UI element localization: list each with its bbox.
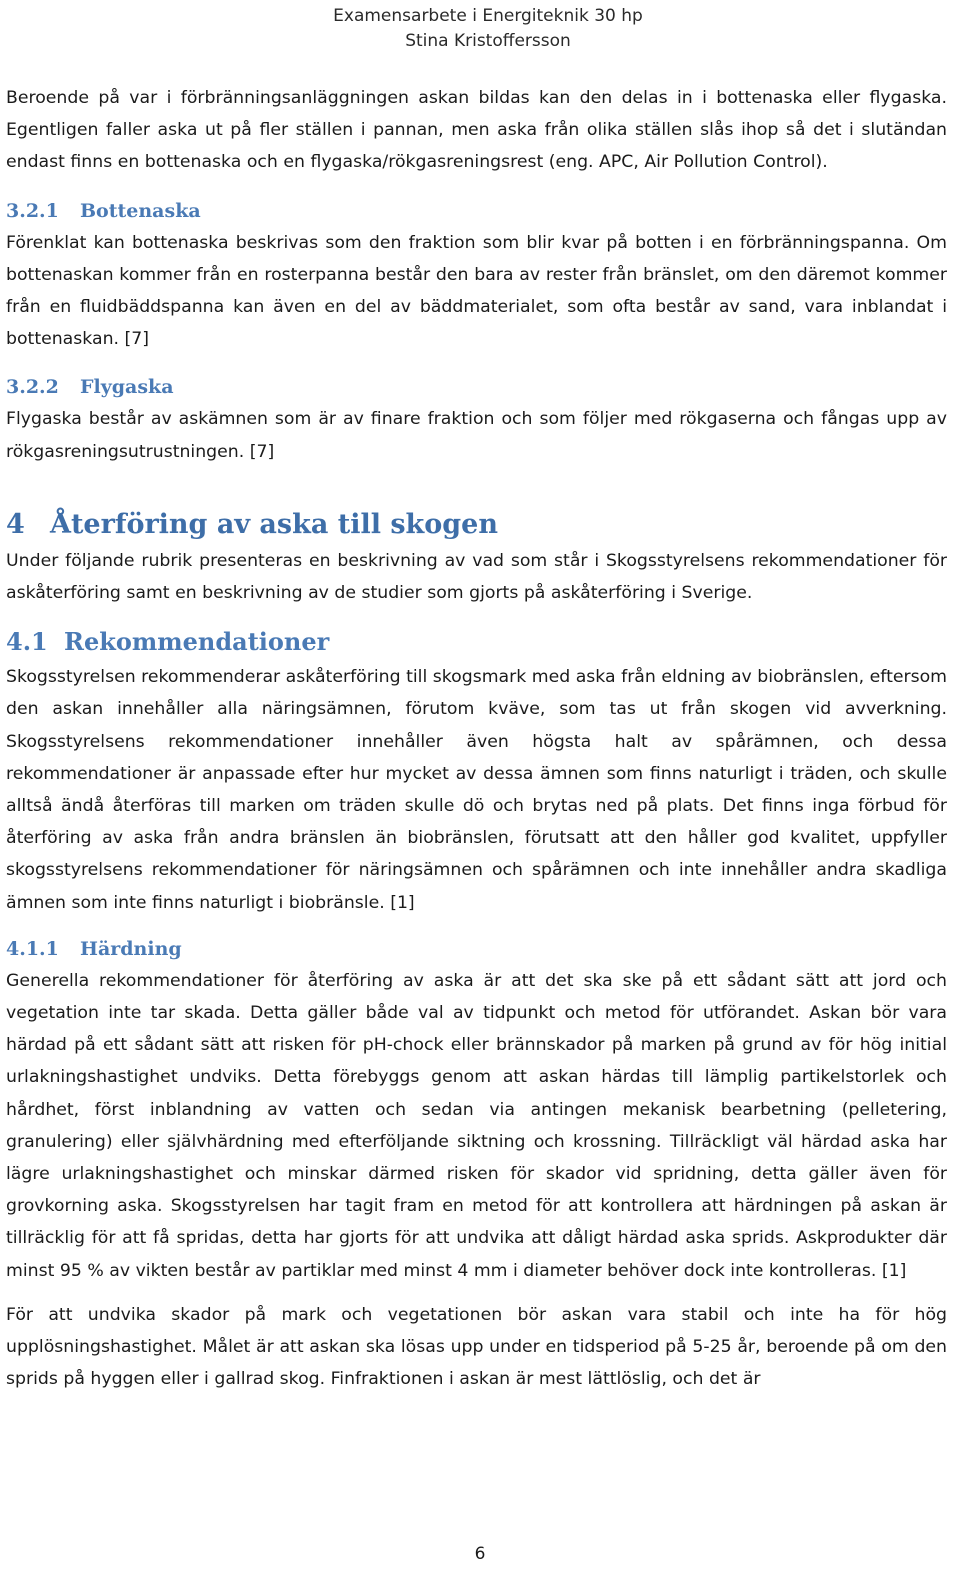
heading-4-1 xyxy=(6,623,947,661)
heading-number: 4.1.1 xyxy=(6,937,59,960)
heading-4-1-1 xyxy=(6,933,947,965)
heading-title: Bottenaska xyxy=(80,199,201,222)
heading-number: 4.1 xyxy=(6,627,48,657)
paragraph-aterforing: Under följande rubrik presenteras en beskrivning av vad som står i Skogsstyrelsens rekommendationer för askåterföring samt en beskrivning av de studier som gjorts på askåterföring i Sverige. xyxy=(6,550,947,604)
paragraph-rekommendationer: Skogsstyrelsen rekommenderar askåterföring till skogsmark med aska från eldning av biobränslen, eftersom den askan innehåller alla näringsämnen, förutom kväve, som tas ut från skogen vid avverkning. Skogsstyrelsens rekommendationer innehåller även högsta halt av spårämnen, och dessa rekommendationer är anpassade efter hur mycket av dessa ämnen som finns naturligt i träden, och skulle alltså ändå återföras till marken om träden skulle dö och brytas ned på plats. Det finns inga förbud för återföring av aska från andra bränslen än biobränslen, förutsatt att den håller god kvalitet, uppfyller skogsstyrelsens rekommendationer för näringsämnen och spårämnen och inte innehåller andra skadliga ämnen som inte finns naturligt i biobränsle. [1] xyxy=(6,667,947,913)
heading-title: Flygaska xyxy=(80,376,174,399)
heading-title: Härdning xyxy=(80,937,182,960)
paragraph-hardning-1: Generella rekommendationer för återföring av aska är att det ska ske på ett sådant sätt att jord och vegetation inte tar skada. Detta gäller både val av tidpunkt och metod för utförandet. Askan bör vara härdad på ett sådant sätt att risken för pH-chock eller brännskador på marken på grund av för hög initial urlakningshastighet undviks. Detta förebyggs genom att askan härdas till lämplig partikelstorlek och hårdhet, först inblandning av vatten och sedan via antingen mekanisk bearbetning (pelletering, granulering) eller självhärdning med efterföljande siktning och krossning. Tillräckligt väl härdad aska har lägre urlakningshastighet och minskar därmed risken för skador vid spridning, detta gäller även för grovkorning aska. Skogsstyrelsen har tagit fram en metod för att kontrollera att härdningen på askan är tillräcklig för att få spridas, detta har gjorts för att undvika att dåligt härdad aska sprids. Askprodukter där minst 95 % av vikten består av partiklar med minst 4 mm i diameter behöver dock inte kontrolleras. [1] xyxy=(6,970,947,1281)
paragraph-bottenaska: Förenklat kan bottenaska beskrivas som den fraktion som blir kvar på botten i en förbränningspanna. Om bottenaskan kommer från en rosterpanna består den bara av rester från bränslet, om den däremot kommer från en fluidbäddspanna kan även en del av bäddmaterialet, som ofta består av sand, vara inblandat i bottenaskan. [7] xyxy=(6,232,947,350)
header-author: Stina Kristoffersson xyxy=(405,31,571,51)
heading-number: 3.2.1 xyxy=(6,199,59,222)
paragraph-flygaska: Flygaska består av askämnen som är av finare fraktion och som följer med rökgaserna och fångas upp av rökgasreningsutrustningen. [7] xyxy=(6,409,947,462)
document-body xyxy=(6,82,947,1396)
heading-number: 4 xyxy=(6,508,25,540)
heading-number: 3.2.2 xyxy=(6,376,59,399)
heading-3-2-1 xyxy=(6,195,947,227)
page-number: 6 xyxy=(474,1544,486,1564)
heading-title: Återföring av aska till skogen xyxy=(50,508,498,540)
header-thesis-title: Examensarbete i Energiteknik 30 hp xyxy=(333,6,643,26)
paragraph-hardning-2: För att undvika skador på mark och vegetationen bör askan vara stabil och inte ha för hög upplösningshastighet. Målet är att askan ska lösas upp under en tidsperiod på 5-25 år, beroende på om den sprids på hyggen eller i gallrad skog. Finfraktionen i askan är mest lättlöslig, och det är xyxy=(6,1304,947,1390)
heading-title: Rekommendationer xyxy=(64,627,330,657)
heading-4 xyxy=(6,505,947,545)
paragraph-intro: Beroende på var i förbränningsanläggningen askan bildas kan den delas in i bottenaska eller flygaska. Egentligen faller aska ut på fler ställen i pannan, men aska från olika ställen slås ihop så det i slutändan endast finns en bottenaska och en flygaska/rökgasreningsrest (eng. APC, Air Pollution Control). xyxy=(6,88,947,173)
heading-3-2-2 xyxy=(6,371,947,403)
page-header xyxy=(0,4,960,54)
